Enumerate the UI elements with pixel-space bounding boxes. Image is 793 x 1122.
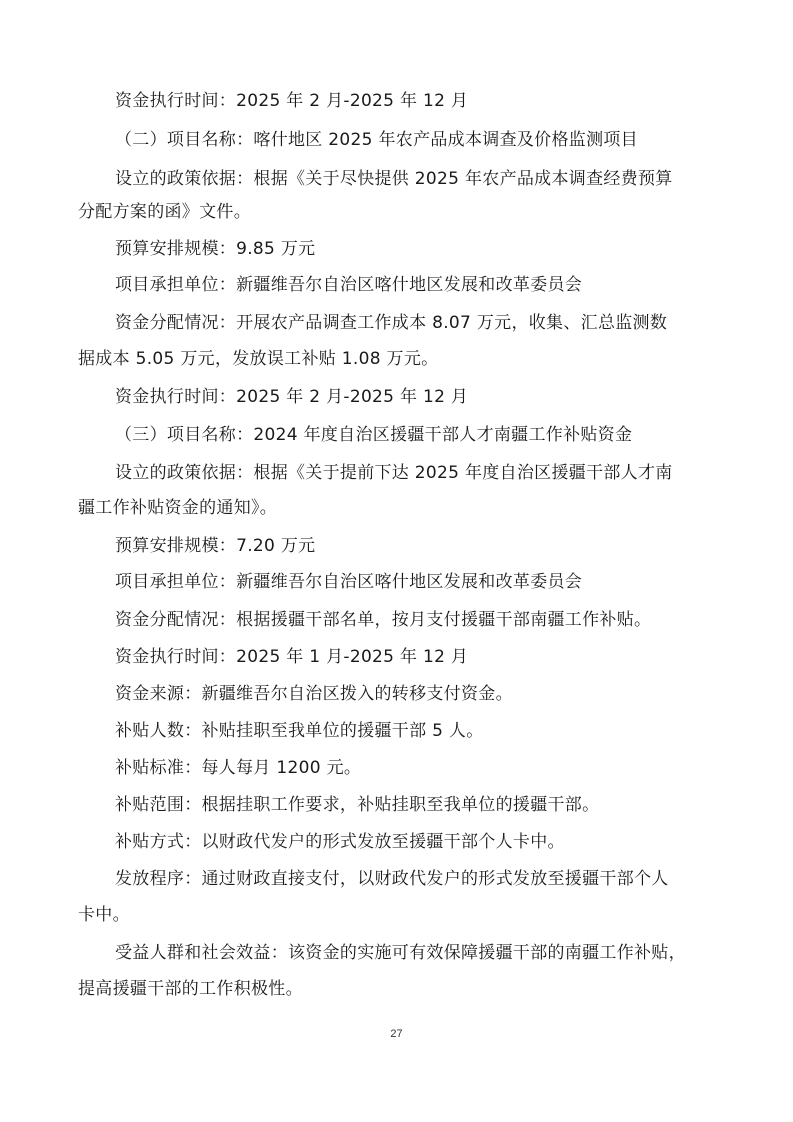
- text-line: 补贴范围：根据挂职工作要求，补贴挂职至我单位的援疆干部。: [115, 795, 600, 815]
- text-line: 预算安排规模：7.20 万元: [115, 536, 316, 556]
- text-line: 发放程序：通过财政直接支付，以财政代发户的形式发放至援疆干部个人: [115, 869, 669, 889]
- text-line: 设立的政策依据：根据《关于提前下达 2025 年度自治区援疆干部人才南: [115, 463, 673, 483]
- text-line: 项目承担单位：新疆维吾尔自治区喀什地区发展和改革委员会: [115, 572, 583, 592]
- text-line: 预算安排规模：9.85 万元: [115, 239, 316, 259]
- text-line: 设立的政策依据：根据《关于尽快提供 2025 年农产品成本调查经费预算: [115, 169, 673, 189]
- text-line: （三）项目名称：2024 年度自治区援疆干部人才南疆工作补贴资金: [115, 425, 633, 445]
- text-line: 补贴人数：补贴挂职至我单位的援疆干部 5 人。: [115, 721, 484, 741]
- text-line: 资金来源：新疆维吾尔自治区拨入的转移支付资金。: [115, 684, 513, 704]
- text-line: 资金执行时间：2025 年 1 月-2025 年 12 月: [115, 647, 469, 667]
- text-line: 据成本 5.05 万元，发放误工补贴 1.08 万元。: [78, 349, 439, 369]
- text-line: 补贴标准：每人每月 1200 元。: [115, 758, 362, 778]
- page-number: 27: [390, 1028, 403, 1040]
- text-line: 资金分配情况：开展农产品调查工作成本 8.07 万元，收集、汇总监测数: [115, 313, 668, 333]
- text-line: 资金分配情况：根据援疆干部名单，按月支付援疆干部南疆工作补贴。: [115, 610, 652, 630]
- text-line: 补贴方式：以财政代发户的形式发放至援疆干部个人卡中。: [115, 832, 565, 852]
- text-line: 资金执行时间：2025 年 2 月-2025 年 12 月: [115, 387, 469, 407]
- text-line: 分配方案的函》文件。: [78, 202, 251, 222]
- text-line: 受益人群和社会效益：该资金的实施可有效保障援疆干部的南疆工作补贴，: [115, 943, 686, 963]
- text-line: 资金执行时间：2025 年 2 月-2025 年 12 月: [115, 91, 469, 111]
- text-line: 疆工作补贴资金的通知》。: [78, 498, 278, 518]
- text-line: （二）项目名称：喀什地区 2025 年农产品成本调查及价格监测项目: [115, 130, 638, 150]
- text-line: 卡中。: [78, 905, 130, 925]
- text-line: 项目承担单位：新疆维吾尔自治区喀什地区发展和改革委员会: [115, 275, 583, 295]
- text-line: 提高援疆干部的工作积极性。: [78, 979, 303, 999]
